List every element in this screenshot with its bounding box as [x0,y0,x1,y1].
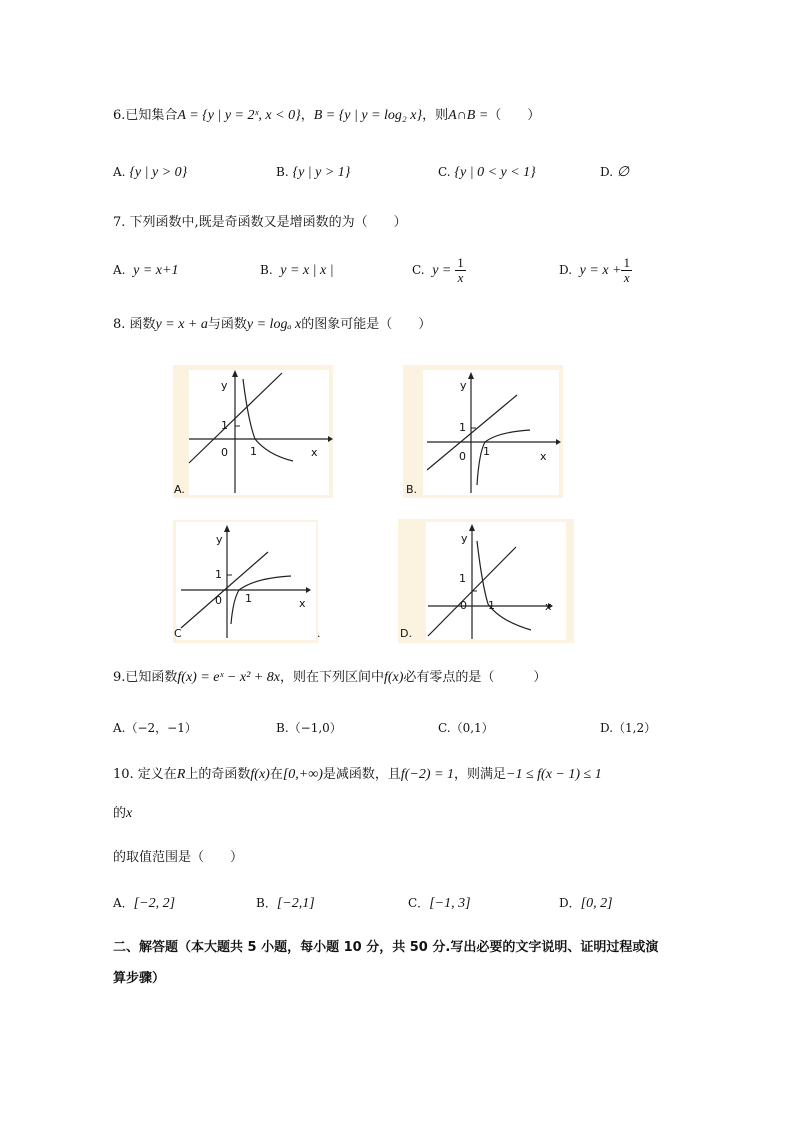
option-text: {y | y > 1} [292,165,351,180]
graph-letter: B. [406,483,418,496]
q6-prefix: 6.已知集合 [113,108,178,123]
q8-stem [113,315,431,335]
origin-label: 0 [215,594,222,607]
option-letter: A． [113,896,134,910]
fraction [455,256,466,285]
x-tick-one: 1 [488,599,495,612]
option-letter: D． [559,896,581,910]
q9-option-b [276,718,342,738]
q10-ineq: −1 ≤ f(x − 1) ≤ 1 [506,767,602,782]
q6-option-c [438,162,536,183]
graph-d-plot [398,519,574,643]
option-text: （0,1） [450,721,494,735]
q9-mid: ，则在下列区间中 [279,670,384,685]
q6-stem [113,106,540,126]
q7-option-a [113,260,178,281]
option-letter: D. [559,263,573,277]
option-letter: C. [438,165,451,179]
q6-paren: （ ） [488,108,541,123]
option-text: [−2, 2] [133,896,176,911]
q10-line2 [113,804,132,824]
x-axis-label: x [299,597,306,610]
q9-option-c [438,718,494,738]
option-text: （−1,0） [288,721,342,735]
fraction-numerator: 1 [457,255,464,270]
q9-stem [113,668,546,688]
q7-option-b [260,260,334,281]
q6-sep: ， [300,108,314,123]
q8-f1: y = x + a [155,317,208,332]
q10-r: R [176,767,186,782]
origin-label: 0 [460,599,467,612]
q10-p4: 是减函数，且 [322,767,401,782]
section2-heading-line1: 二、解答题（本大题共 5 小题，每小题 10 分，共 50 分.写出必要的文字说明、证明过程或演 [113,940,659,955]
y-tick-one: 1 [215,568,222,581]
q10-stem [113,765,602,785]
x-tick-one: 1 [250,445,257,458]
option-text: {y | y > 0} [129,165,188,180]
fraction-denominator: x [457,270,464,285]
x-tick-one: 1 [483,445,490,458]
q10-option-b [256,893,315,914]
option-text: [−2,1] [276,896,315,911]
graph-c-plot [173,520,318,643]
q9-suffix: 必有零点的是（ ） [403,670,547,685]
q8-prefix: 8. 函数 [113,317,156,332]
q9-fx: f(x) [383,670,404,685]
option-text: ∅ [616,165,630,180]
option-letter: D. [600,165,614,179]
q9-option-a [113,718,197,738]
fraction-numerator: 1 [623,255,630,270]
q6-expr: A∩B = [448,108,489,123]
x-axis-label: x [545,600,552,613]
q6-set-b: B = {y | y = log₂ x} [313,108,423,123]
q6-option-a [113,162,187,183]
q10-option-d [559,893,613,914]
option-letter: A. [113,721,126,735]
q10-option-a [113,893,175,914]
q9-func: f(x) = eˣ − x² + 8x [177,670,280,685]
x-tick-one: 1 [245,592,252,605]
y-axis-label: y [216,533,223,546]
q10-p2: 上的奇函数 [185,767,251,782]
y-axis-label: y [460,379,467,392]
option-letter: A. [113,165,126,179]
option-text: （1,2） [613,721,657,735]
x-axis-label: x [540,450,547,463]
y-tick-one: 1 [221,419,228,432]
option-letter: D. [600,721,614,735]
q10-p3: 在 [269,767,283,782]
option-letter: A. [113,263,126,277]
q6-set-a: A = {y | y = 2ˣ, x < 0} [177,108,301,123]
q10-line2-x: x [126,806,133,821]
option-text: [0, 2] [580,896,613,911]
q10-line2-pre: 的 [113,806,127,821]
q10-p5: ，则满足 [454,767,507,782]
option-text: y = x+1 [133,263,179,278]
graph-a-plot [173,365,333,498]
option-letter: C. [412,263,425,277]
graph-letter: D. [400,627,412,640]
graph-c-dot: . [317,627,321,640]
fraction-denominator: x [623,270,630,285]
q8-graph-d [398,519,574,643]
q7-option-c [412,255,466,286]
graph-b-plot [403,365,563,498]
q8-mid: 与函数 [207,317,247,332]
option-letter: B. [276,721,289,735]
q10-fx: f(x) [250,767,270,782]
q8-graph-a [173,365,333,498]
x-axis-label: x [311,446,318,459]
option-text: y = [432,263,452,278]
option-text: y = x + [579,263,622,278]
q6-option-d [600,162,629,183]
option-letter: B． [256,896,277,910]
y-axis-label: y [461,532,468,545]
q6-ask: ，则 [422,108,449,123]
section2-heading-line2: 算步骤） [113,971,166,986]
q8-graph-b [403,365,563,498]
q10-line3: 的取值范围是（ ） [113,850,244,865]
option-text: （−2，−1） [125,721,197,735]
option-text: [−1, 3] [429,896,471,911]
q10-p1: 10. 定义在 [113,767,177,782]
y-axis-label: y [221,379,228,392]
q8-graph-c [173,520,318,643]
q10-interval: [0,+∞) [282,767,323,782]
q9-prefix: 9.已知函数 [113,670,178,685]
q10-option-c [408,893,471,914]
fraction [621,256,632,285]
origin-label: 0 [221,446,228,459]
q7-stem: 7. 下列函数中,既是奇函数又是增函数的为（ ） [113,215,407,230]
q9-option-d [600,718,656,738]
y-tick-one: 1 [459,421,466,434]
graph-letter: C [174,627,182,640]
option-letter: B. [260,263,273,277]
origin-label: 0 [459,450,466,463]
q10-cond: f(−2) = 1 [400,767,455,782]
graph-letter: A. [174,483,185,496]
y-tick-one: 1 [459,572,466,585]
option-text: {y | 0 < y < 1} [454,165,536,180]
option-letter: B. [276,165,289,179]
q8-f2: y = logₐ x [246,317,302,332]
option-letter: C. [438,721,451,735]
q8-suffix: 的图象可能是（ ） [301,317,432,332]
q7-option-d [559,255,632,286]
q6-option-b [276,162,350,183]
option-letter: C． [408,896,430,910]
option-text: y = x | x | [280,263,334,278]
